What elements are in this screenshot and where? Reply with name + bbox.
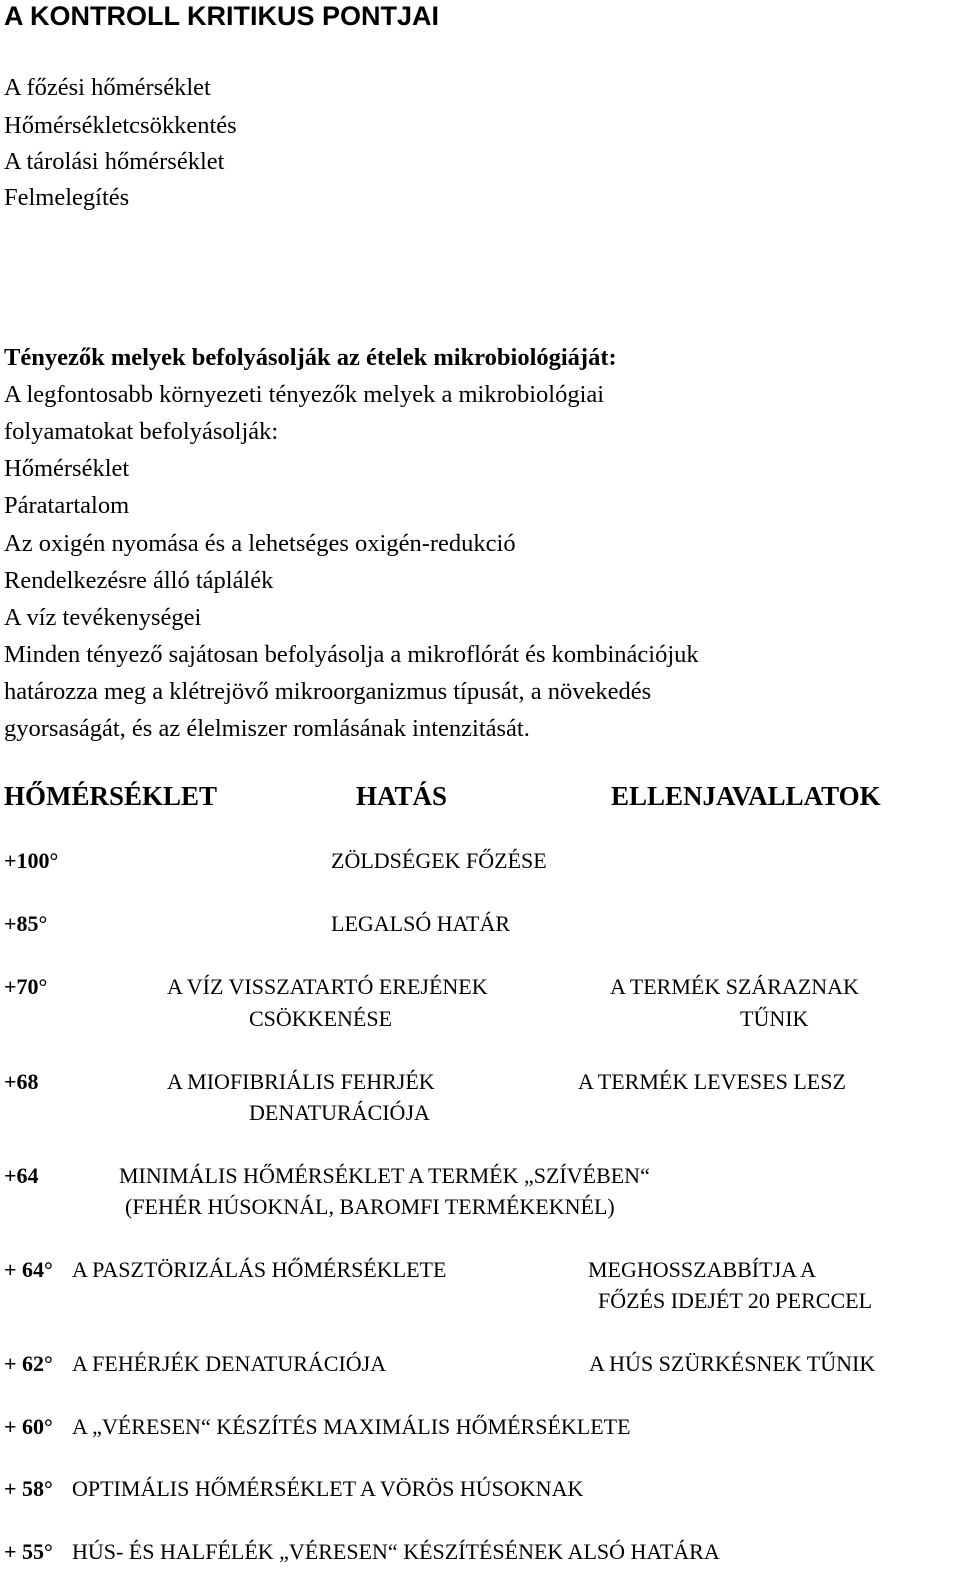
row-temperature: + 64° [4,1257,53,1282]
row-effect-cont: DENATURÁCIÓJA [249,1100,430,1125]
row-contra-cont: FŐZÉS IDEJÉT 20 PERCCEL [598,1288,873,1313]
header-temperature: HŐMÉRSÉKLET [4,781,218,811]
factors-line: Minden tényező sajátosan befolyásolja a mikroflórát és kombinációjuk [4,641,699,668]
control-point-item: A főzési hőmérséklet [4,74,211,101]
row-effect: A VÍZ VISSZATARTÓ EREJÉNEK [167,974,488,999]
row-temperature: + 58° [4,1476,53,1501]
row-effect-cont: CSÖKKENÉSE [249,1006,393,1031]
factors-line: A legfontosabb környezeti tényezők melyek a mikrobiológiai [4,381,605,408]
row-effect: A FEHÉRJÉK DENATURÁCIÓJA [72,1351,387,1376]
row-temperature: + 62° [4,1351,53,1376]
row-contra: A TERMÉK LEVESES LESZ [578,1069,846,1094]
row-temperature: + 55° [4,1539,53,1564]
row-temperature: + 60° [4,1414,53,1439]
row-effect: A MIOFIBRIÁLIS FEHRJÉK [167,1069,435,1094]
row-temperature: +100° [4,848,59,873]
header-effect: HATÁS [356,781,448,811]
row-temperature: +64 [4,1163,39,1188]
row-contra: A TERMÉK SZÁRAZNAK [610,974,859,999]
page-title: A KONTROLL KRITIKUS PONTJAI [4,1,440,31]
factors-line: Az oxigén nyomása és a lehetséges oxigén-redukció [4,530,516,557]
row-contra: A HÚS SZÜRKÉSNEK TŰNIK [589,1351,876,1376]
row-effect: ZÖLDSÉGEK FŐZÉSE [331,848,547,873]
row-effect: MINIMÁLIS HŐMÉRSÉKLET A TERMÉK „SZÍVÉBEN“ [119,1163,650,1188]
factors-line: Páratartalom [4,492,130,519]
factors-line: A víz tevékenységei [4,604,202,631]
control-point-item: Hőmérsékletcsökkentés [4,112,237,139]
factors-line: gyorsaságát, és az élelmiszer romlásának intenzitását. [4,715,530,742]
row-effect: A PASZTÖRIZÁLÁS HŐMÉRSÉKLETE [72,1257,447,1282]
row-effect: A „VÉRESEN“ KÉSZÍTÉS MAXIMÁLIS HŐMÉRSÉKLETE [72,1414,631,1439]
factors-line: határozza meg a klétrejövő mikroorganizmus típusát, a növekedés [4,678,652,705]
control-point-item: A tárolási hőmérséklet [4,148,225,175]
row-effect: LEGALSÓ HATÁR [331,911,511,936]
factors-line: Rendelkezésre álló táplálék [4,567,274,594]
factors-heading: Tényezők melyek befolyásolják az ételek mikrobiológiáját: [4,344,617,371]
row-contra: MEGHOSSZABBÍTJA A [588,1257,816,1282]
control-point-item: Felmelegítés [4,184,130,211]
row-effect-cont: (FEHÉR HÚSOKNÁL, BAROMFI TERMÉKEKNÉL) [125,1194,615,1219]
row-effect: OPTIMÁLIS HŐMÉRSÉKLET A VÖRÖS HÚSOKNAK [72,1476,584,1501]
row-effect: HÚS- ÉS HALFÉLÉK „VÉRESEN“ KÉSZÍTÉSÉNEK ALSÓ HATÁRA [72,1539,720,1564]
factors-line: folyamatokat befolyásolják: [4,418,279,445]
factors-line: Hőmérséklet [4,455,130,482]
row-temperature: +85° [4,911,48,936]
row-temperature: +70° [4,974,48,999]
header-contraindications: ELLENJAVALLATOK [611,781,881,811]
row-temperature: +68 [4,1069,39,1094]
row-contra-cont: TŰNIK [740,1006,809,1031]
